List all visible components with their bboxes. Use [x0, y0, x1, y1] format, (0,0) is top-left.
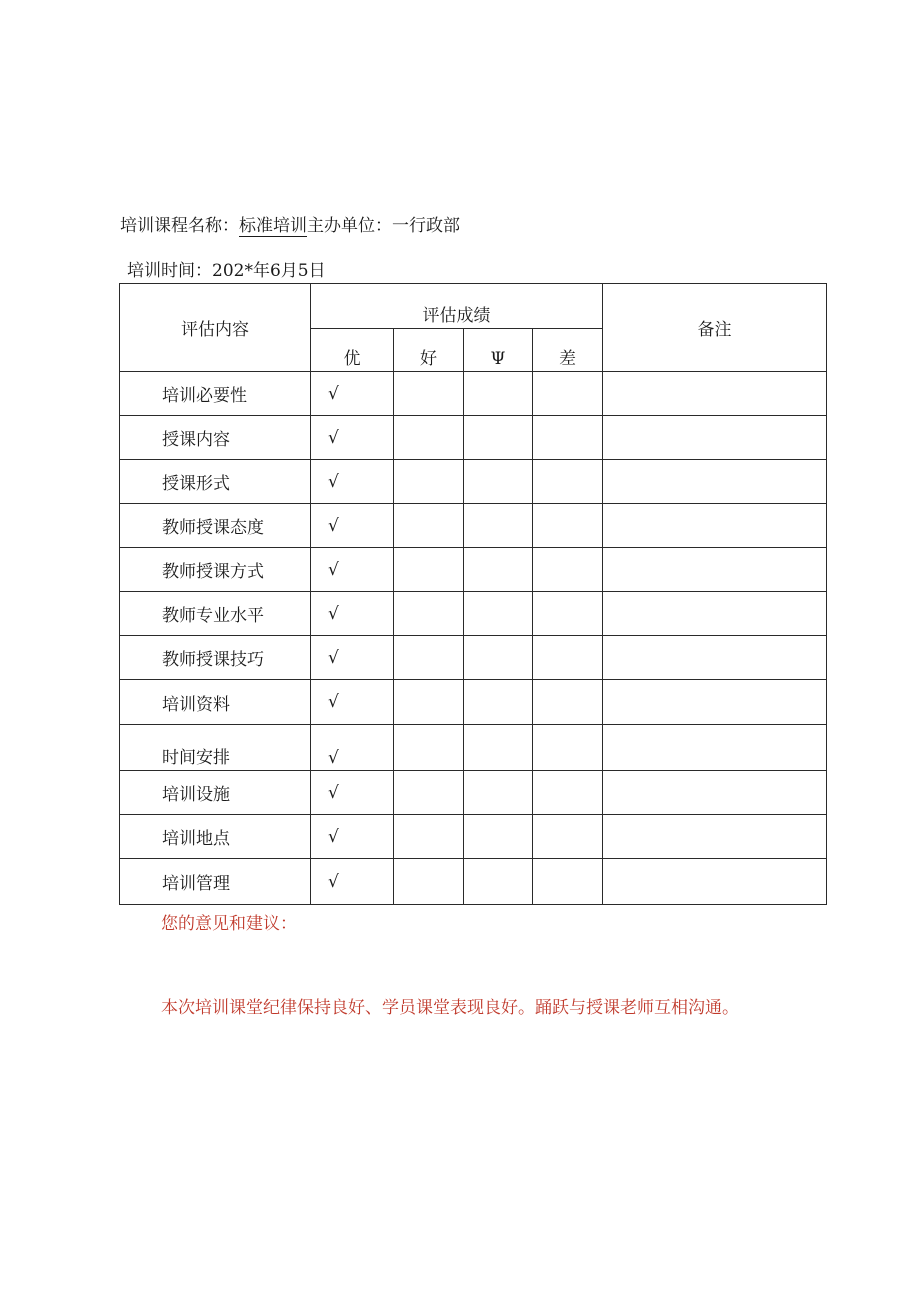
row-cell-note: [603, 725, 827, 771]
row-cell-note: [603, 680, 827, 725]
row-cell-poor: [533, 416, 603, 460]
grade-good: 好: [394, 329, 464, 372]
row-item: 教师授课方式: [120, 548, 311, 592]
course-label: 培训课程名称：: [120, 216, 239, 236]
header-note: 备注: [603, 284, 827, 372]
row-item: 培训资料: [120, 680, 311, 725]
row-cell-poor: [533, 680, 603, 725]
row-cell-good: [394, 548, 464, 592]
row-mark-excellent: √: [311, 771, 394, 815]
table-row: [120, 416, 827, 460]
row-cell-good: [394, 859, 464, 905]
row-cell-average: [464, 548, 533, 592]
table-row: [120, 725, 827, 771]
row-cell-note: [603, 504, 827, 548]
row-cell-average: [464, 504, 533, 548]
table-row: [120, 372, 827, 416]
row-item: 教师专业水平: [120, 592, 311, 636]
row-cell-note: [603, 771, 827, 815]
training-time: 培训时间：202*年6月5日: [127, 261, 326, 281]
row-cell-poor: [533, 725, 603, 771]
row-cell-average: [464, 460, 533, 504]
row-cell-average: [464, 416, 533, 460]
row-cell-average: [464, 725, 533, 771]
row-cell-good: [394, 725, 464, 771]
table-row: [120, 636, 827, 680]
row-cell-good: [394, 680, 464, 725]
row-mark-excellent: √: [311, 859, 394, 905]
row-mark-excellent: √: [311, 548, 394, 592]
row-mark-excellent: √: [311, 504, 394, 548]
row-item: 授课形式: [120, 460, 311, 504]
row-mark-excellent: √: [311, 372, 394, 416]
table-row: [120, 592, 827, 636]
row-item: 教师授课态度: [120, 504, 311, 548]
table-row: [120, 548, 827, 592]
table-row: [120, 771, 827, 815]
row-cell-poor: [533, 504, 603, 548]
row-cell-poor: [533, 815, 603, 859]
row-item: 培训地点: [120, 815, 311, 859]
row-cell-good: [394, 416, 464, 460]
row-cell-good: [394, 460, 464, 504]
row-item: 教师授课技巧: [120, 636, 311, 680]
row-mark-excellent: √: [311, 725, 394, 771]
row-cell-average: [464, 592, 533, 636]
row-item: 授课内容: [120, 416, 311, 460]
row-cell-good: [394, 815, 464, 859]
row-cell-good: [394, 592, 464, 636]
row-item: 培训必要性: [120, 372, 311, 416]
row-cell-average: [464, 372, 533, 416]
row-cell-note: [603, 460, 827, 504]
row-cell-poor: [533, 592, 603, 636]
grade-poor: 差: [533, 329, 603, 372]
row-cell-average: [464, 815, 533, 859]
feedback-text: 本次培训课堂纪律保持良好、学员课堂表现良好。踊跃与授课老师互相沟通。: [161, 998, 739, 1018]
table-row: [120, 815, 827, 859]
row-cell-average: [464, 859, 533, 905]
course-name: 标准培训: [239, 216, 307, 236]
row-cell-good: [394, 636, 464, 680]
header-score: 评估成绩: [311, 284, 603, 329]
row-item: 培训设施: [120, 771, 311, 815]
row-cell-average: [464, 636, 533, 680]
row-cell-poor: [533, 771, 603, 815]
feedback-label: 您的意见和建议：: [161, 914, 297, 934]
row-mark-excellent: √: [311, 680, 394, 725]
row-cell-note: [603, 548, 827, 592]
table-row: [120, 859, 827, 905]
row-cell-average: [464, 680, 533, 725]
row-cell-note: [603, 592, 827, 636]
row-cell-good: [394, 372, 464, 416]
row-cell-note: [603, 636, 827, 680]
row-cell-poor: [533, 460, 603, 504]
grade-excellent: 优: [311, 329, 394, 372]
row-mark-excellent: √: [311, 416, 394, 460]
row-cell-poor: [533, 548, 603, 592]
row-cell-average: [464, 771, 533, 815]
table-row: [120, 460, 827, 504]
row-mark-excellent: √: [311, 460, 394, 504]
row-mark-excellent: √: [311, 815, 394, 859]
table-row: [120, 504, 827, 548]
row-cell-note: [603, 416, 827, 460]
organizer: 主办单位：一行政部: [307, 216, 460, 236]
evaluation-table: [119, 283, 827, 905]
row-item: 培训管理: [120, 859, 311, 905]
row-cell-note: [603, 859, 827, 905]
row-cell-note: [603, 372, 827, 416]
row-cell-good: [394, 504, 464, 548]
row-mark-excellent: √: [311, 592, 394, 636]
row-mark-excellent: √: [311, 636, 394, 680]
row-cell-poor: [533, 859, 603, 905]
grade-average: Ψ: [464, 329, 533, 372]
header-content: 评估内容: [120, 284, 311, 372]
course-info-line: [120, 214, 460, 238]
row-cell-note: [603, 815, 827, 859]
table-row: [120, 680, 827, 725]
row-cell-poor: [533, 636, 603, 680]
row-cell-poor: [533, 372, 603, 416]
row-cell-good: [394, 771, 464, 815]
row-item: 时间安排: [120, 725, 311, 771]
